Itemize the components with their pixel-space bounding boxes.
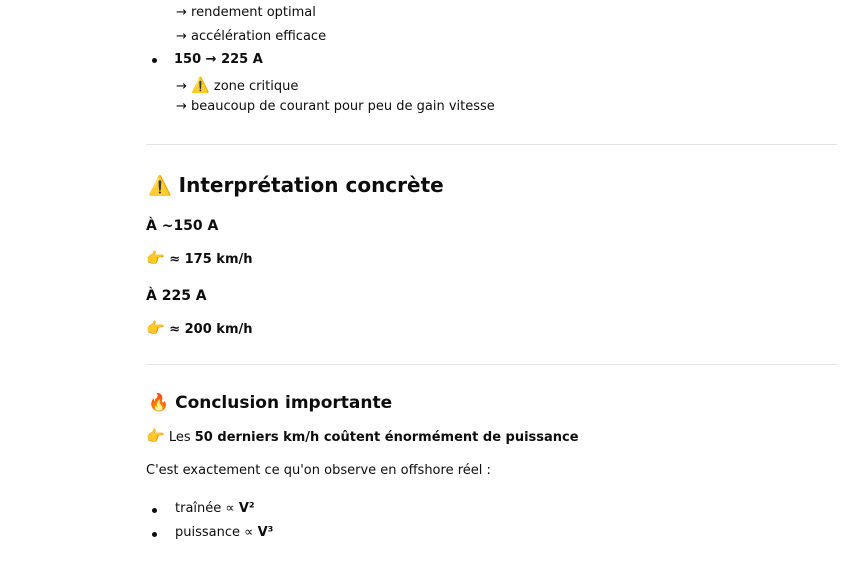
- bullet-dot: [152, 532, 157, 537]
- case-value-175: 👉 ≈ 175 km/h: [146, 249, 253, 267]
- case-value-200: 👉 ≈ 200 km/h: [146, 319, 253, 337]
- conclusion-paragraph: C'est exactement ce qu'on observe en offshore réel :: [146, 463, 491, 478]
- pointing-hand-icon: 👉: [146, 319, 165, 337]
- list-subitem-rendement: → rendement optimal: [176, 5, 316, 20]
- case-heading-225a: À 225 A: [146, 288, 207, 304]
- list-item-current-range: 150 → 225 A: [174, 52, 263, 67]
- list-item-trainee: traînée ∝ V²: [175, 501, 255, 516]
- bullet-dot: [152, 508, 157, 513]
- list-subitem-acceleration: → accélération efficace: [176, 29, 327, 44]
- section-heading-interpretation: ⚠️ Interprétation concrète: [148, 173, 444, 197]
- warning-icon: ⚠️: [148, 175, 172, 197]
- section-heading-conclusion: 🔥 Conclusion importante: [148, 393, 393, 413]
- bullet-dot: [152, 58, 157, 63]
- divider: [146, 364, 837, 365]
- list-item-puissance: puissance ∝ V³: [175, 525, 274, 540]
- conclusion-statement: 👉 Les 50 derniers km/h coûtent énormément de puissance: [146, 427, 579, 445]
- divider: [146, 144, 837, 145]
- fire-icon: 🔥: [148, 393, 170, 413]
- pointing-hand-icon: 👉: [146, 427, 165, 445]
- case-heading-150a: À ~150 A: [146, 218, 219, 234]
- warning-icon: ⚠️: [191, 76, 210, 94]
- list-subitem-courant: → beaucoup de courant pour peu de gain vitesse: [176, 99, 495, 114]
- list-subitem-zone-critique: → ⚠️ zone critique: [176, 76, 299, 94]
- pointing-hand-icon: 👉: [146, 249, 165, 267]
